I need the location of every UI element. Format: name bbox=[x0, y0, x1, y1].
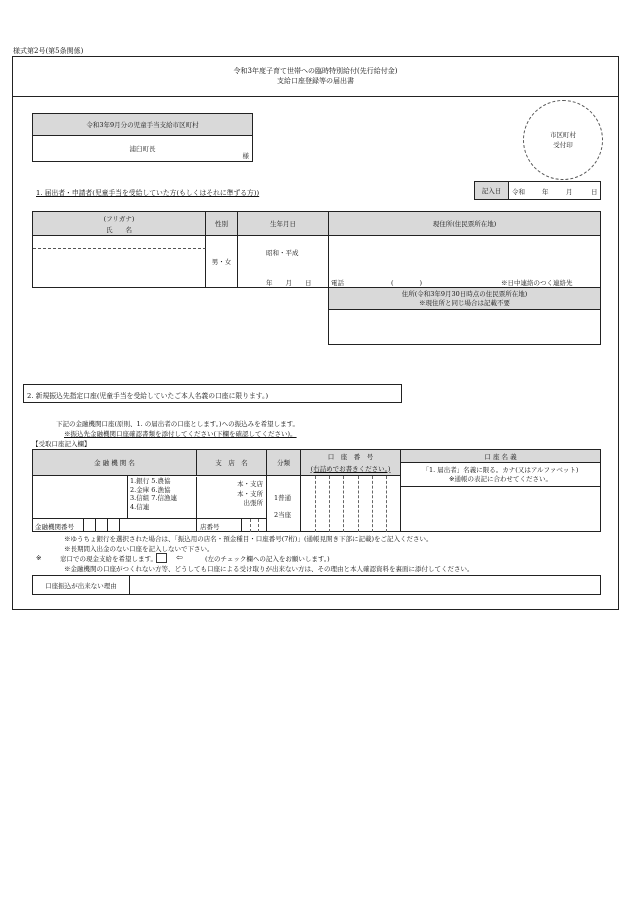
reason-label: 口座振込が出来ない理由 bbox=[33, 576, 130, 594]
dob-era: 昭和・平成 bbox=[266, 249, 299, 257]
acct-no-header: 口 座 番 号 bbox=[327, 452, 374, 461]
address2-note: ※現住所と同じ場合は記載不要 bbox=[419, 299, 510, 307]
name-header: 氏 名 bbox=[106, 226, 132, 234]
address-header: 現住所(住民票所在地) bbox=[329, 212, 600, 236]
address-sept30-box bbox=[328, 288, 601, 345]
stamp-line2: 受付印 bbox=[553, 141, 573, 149]
type-ordinary[interactable]: 1普通 bbox=[274, 494, 292, 502]
branch-input[interactable] bbox=[197, 476, 267, 518]
address-input[interactable] bbox=[329, 236, 600, 287]
note-yucho: ※ゆうちょ銀行を選択された場合は、「振込用の店名・預金種目・口座番号(7桁)」(通帳見開き下部に記載)をご記入ください。 bbox=[64, 535, 433, 543]
reason-row bbox=[32, 575, 601, 595]
entry-date-label: 記入日 bbox=[475, 182, 509, 199]
form-number-label: 様式第2号(第5条関係) bbox=[13, 47, 84, 55]
recipient-header: 令和3年9月分の児童手当支給市区町村 bbox=[33, 114, 252, 136]
left-arrow-icon: ⇦ bbox=[176, 553, 183, 562]
branch-header: 支 店 名 bbox=[197, 450, 267, 476]
entry-date-era: 令和 bbox=[512, 188, 525, 196]
note-cash-text: 窓口での現金支給を希望します。 bbox=[60, 555, 157, 563]
entry-date-field[interactable] bbox=[474, 181, 601, 200]
account-type-field[interactable] bbox=[267, 476, 301, 532]
bank-number-input[interactable] bbox=[83, 519, 130, 532]
bank-name-input[interactable] bbox=[33, 476, 128, 518]
bank-name-header: 金 融 機 関 名 bbox=[33, 450, 197, 476]
branch-number-input[interactable] bbox=[241, 519, 266, 532]
sama-label: 様 bbox=[242, 152, 249, 160]
title-divider bbox=[12, 96, 619, 97]
furigana-input[interactable] bbox=[33, 236, 206, 249]
transfer-text1: 下記の金融機関口座(原則、1. の届出者の口座とします。)への振込みを希望します。 bbox=[56, 420, 300, 428]
branch-number-label: 店番号 bbox=[200, 523, 220, 531]
gender-header: 性別 bbox=[206, 212, 238, 236]
acct-name-input[interactable] bbox=[401, 487, 600, 532]
phone-parens: ( ) bbox=[391, 279, 423, 287]
dob-header: 生年月日 bbox=[238, 212, 329, 236]
dob-units: 年 月 日 bbox=[266, 279, 312, 287]
cash-payment-checkbox[interactable] bbox=[156, 553, 167, 563]
dob-field[interactable] bbox=[238, 236, 329, 287]
mayor-name: 浦臼町長 bbox=[129, 145, 156, 153]
stamp-line1: 市区町村 bbox=[550, 131, 576, 139]
phone-note: ※日中連絡のつく連絡先 bbox=[501, 279, 573, 287]
account-header: 【受取口座記入欄】 bbox=[32, 440, 91, 448]
form-title-line2: 支給口座登録等の届出書 bbox=[277, 77, 354, 85]
section2-title: 2. 新規振込先指定口座(児童手当を受給していたご本人名義の口座に限ります。) bbox=[23, 384, 402, 403]
transfer-text2: ※振込先金融機関口座確認書類を添付してください(下欄を確認してください)。 bbox=[64, 430, 297, 438]
address-sept30-input[interactable] bbox=[329, 310, 600, 343]
branch-type-options[interactable]: 本・支店 本・支所 出張所 bbox=[237, 480, 263, 507]
bank-account-table bbox=[32, 449, 601, 532]
note-cash-mark: ※ bbox=[36, 554, 42, 562]
entry-date-year: 年 bbox=[542, 188, 549, 196]
note-no-account: ※金融機関の口座がつくれない方等、どうしても口座による受け取りが出来ない方は、その理由と本人確認資料を裏面に添付してください。 bbox=[64, 565, 474, 573]
note-cash-after: (左のチェック欄への記入をお願いします。) bbox=[205, 555, 330, 563]
acct-name-header: 口 座 名 義 bbox=[401, 450, 600, 463]
recipient-box bbox=[32, 113, 253, 162]
acct-number-input[interactable] bbox=[301, 476, 401, 532]
reason-input[interactable] bbox=[130, 576, 600, 594]
furigana-header: (フリガナ) bbox=[103, 214, 135, 223]
type-header: 分類 bbox=[267, 450, 301, 476]
gender-field[interactable]: 男・女 bbox=[206, 236, 238, 287]
acct-name-note: 「1. 届出者」名義に限る。カナ(又はアルファベット) ※通帳の表記に合わせてください。 bbox=[401, 463, 600, 487]
reception-stamp-area bbox=[523, 100, 603, 180]
bank-number-label: 金融機関番号 bbox=[35, 523, 74, 531]
acct-no-subheader: (右詰めでお書きください。) bbox=[310, 464, 391, 473]
entry-date-day: 日 bbox=[591, 188, 598, 196]
phone-label: 電話 bbox=[331, 279, 344, 287]
type-current[interactable]: 2当座 bbox=[274, 511, 292, 519]
address2-header: 住所(令和3年9月30日時点の住民票所在地) bbox=[401, 290, 528, 298]
note-dormant: ※長期間入出金のない口座を記入しないで下さい。 bbox=[64, 545, 214, 553]
name-input[interactable] bbox=[33, 249, 206, 287]
applicant-table bbox=[32, 211, 601, 288]
bank-type-options[interactable]: 1.銀行 5.農協 2.金庫 6.漁協 3.信組 7.信漁連 4.信連 bbox=[128, 477, 197, 518]
form-title-line1: 令和3年度子育て世帯への臨時特別給付(先行給付金) bbox=[233, 67, 398, 75]
entry-date-month: 月 bbox=[566, 188, 573, 196]
section1-title: 1. 届出者・申請者(児童手当を受給していた方(もしくはそれに準ずる方)) bbox=[36, 189, 260, 197]
